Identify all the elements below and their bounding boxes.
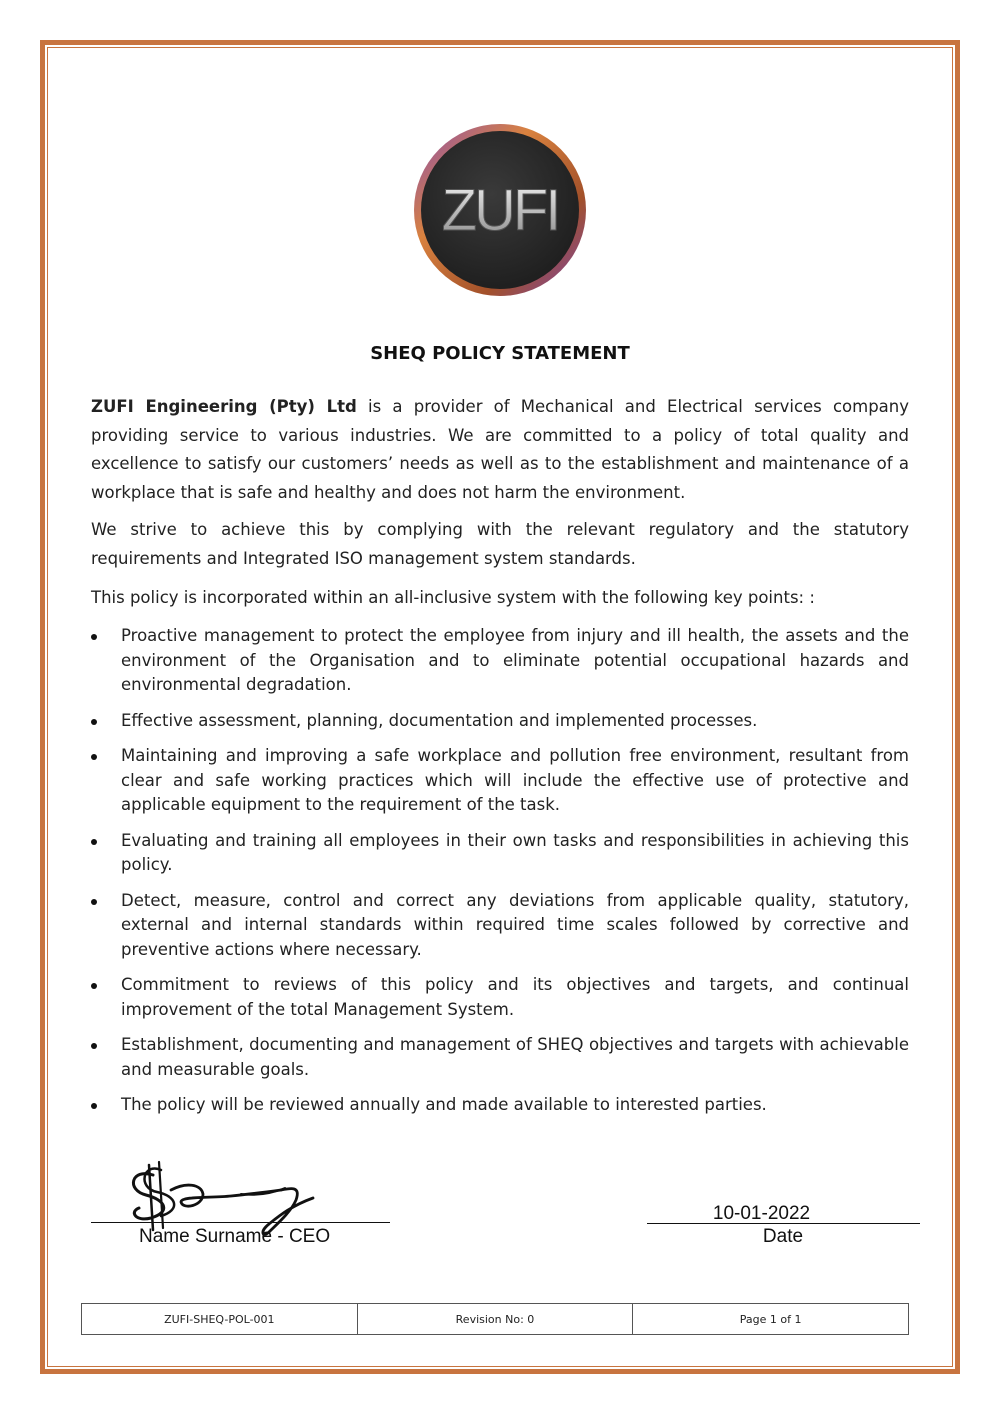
- revision-number: Revision No: 0: [357, 1304, 633, 1335]
- key-points-list: [91, 624, 909, 1129]
- intro-paragraph: [91, 393, 909, 507]
- company-logo: [410, 120, 590, 300]
- bullet-icon: [91, 839, 97, 845]
- list-item: Maintaining and improving a safe workplace and pollution free environment, resultant from clear and safe working practices which will include the effective use of protective and applicable equipment to the requirement of the task.: [91, 744, 909, 818]
- signature-line: [91, 1222, 390, 1223]
- bullet-icon: [91, 899, 97, 905]
- bullet-icon: [91, 754, 97, 760]
- compliance-paragraph: We strive to achieve this by complying with the relevant regulatory and the statutory requirements and Integrated ISO management system standards.: [91, 520, 909, 568]
- list-item: Establishment, documenting and management of SHEQ objectives and targets with achievable and measurable goals.: [91, 1033, 909, 1082]
- bullet-icon: [91, 634, 97, 640]
- date-line: [647, 1223, 920, 1224]
- bullet-icon: [91, 983, 97, 989]
- zufi-logo-icon: [410, 120, 590, 300]
- intro-text: is a provider of Mechanical and Electrical services company providing service to various industries. We are committed to a policy of total quality and excellence to satisfy our customers’ needs as well as to the establishment and maintenance of a workplace that is safe and healthy and does not harm the environment.: [91, 397, 910, 502]
- footer-row: [82, 1304, 909, 1335]
- document-number: ZUFI-SHEQ-POL-001: [82, 1304, 358, 1335]
- date-caption: Date: [762, 1226, 804, 1247]
- company-name: ZUFI Engineering (Pty) Ltd: [91, 397, 357, 416]
- page-title: SHEQ POLICY STATEMENT: [370, 343, 630, 364]
- signature-date: 10-01-2022: [712, 1203, 811, 1224]
- bullet-icon: [91, 1043, 97, 1049]
- list-item: Effective assessment, planning, documentation and implemented processes.: [91, 709, 909, 734]
- list-item: Detect, measure, control and correct any deviations from applicable quality, statutory, external and internal standards within required time scales followed by corrective and preventive actions where necessary.: [91, 889, 909, 963]
- list-item: The policy will be reviewed annually and made available to interested parties.: [91, 1093, 909, 1118]
- key-points-intro: This policy is incorporated within an all-inclusive system with the following key points: :: [91, 588, 815, 607]
- list-item: Proactive management to protect the employee from injury and ill health, the assets and the environment of the Organisation and to eliminate potential occupational hazards and environmental degradation.: [91, 624, 909, 698]
- list-item: Evaluating and training all employees in their own tasks and responsibilities in achieving this policy.: [91, 829, 909, 878]
- list-item: Commitment to reviews of this policy and its objectives and targets, and continual improvement of the total Management System.: [91, 973, 909, 1022]
- bullet-icon: [91, 1103, 97, 1109]
- logo-text: ZUFI: [441, 178, 559, 243]
- page-number: Page 1 of 1: [633, 1304, 909, 1335]
- bullet-icon: [91, 719, 97, 725]
- document-footer: [81, 1303, 909, 1335]
- signature-caption: Name Surname - CEO: [139, 1226, 331, 1247]
